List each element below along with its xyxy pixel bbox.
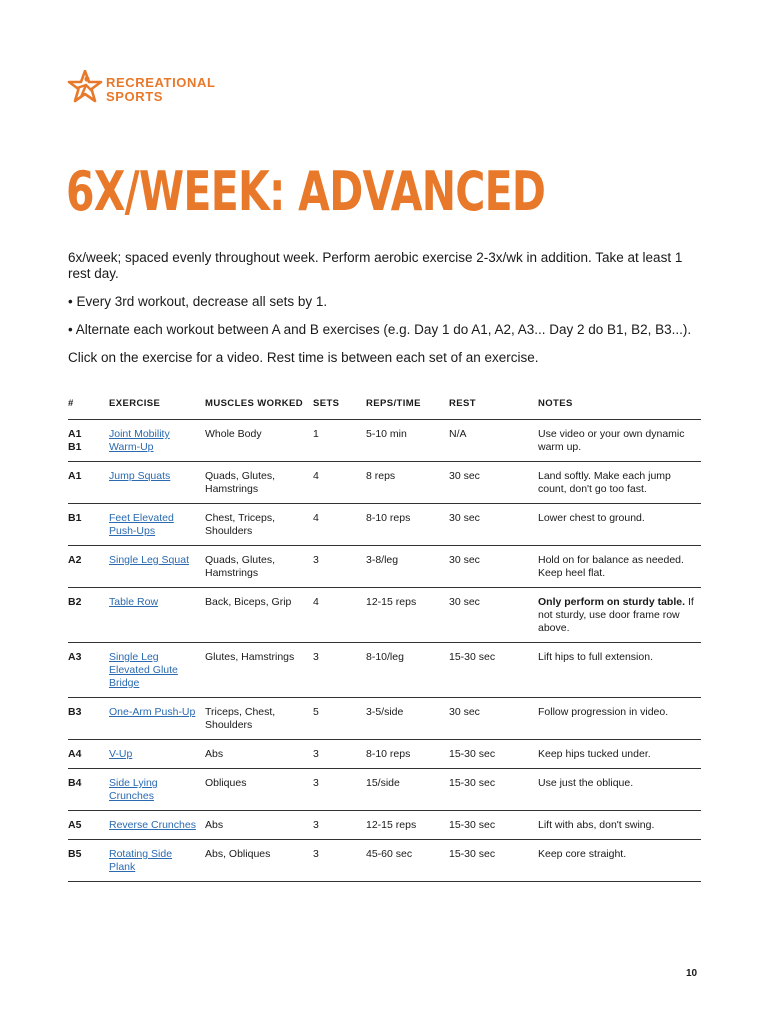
page-number: 10 xyxy=(686,968,698,979)
exercise-video-link[interactable]: V-Up xyxy=(109,748,133,760)
exercise-cell xyxy=(109,420,205,462)
exercise-code: A1 xyxy=(68,470,82,482)
exercise-cell xyxy=(109,698,205,740)
exercise-code-cell xyxy=(68,698,109,740)
exercise-code: A4 xyxy=(68,748,82,760)
table-row xyxy=(68,811,701,840)
exercise-video-link[interactable]: Single Leg Squat xyxy=(109,554,189,566)
exercise-cell xyxy=(109,643,205,698)
reps-cell: 8-10/leg xyxy=(366,643,449,698)
notes-text: Lift hips to full extension. xyxy=(538,651,653,663)
muscles-cell: Abs xyxy=(205,811,313,840)
muscles-cell: Back, Biceps, Grip xyxy=(205,588,313,643)
page-title: 6X/WEEK: ADVANCED xyxy=(66,160,546,223)
sets-cell: 4 xyxy=(313,588,366,643)
table-row xyxy=(68,769,701,811)
column-header-number: # xyxy=(68,397,109,420)
column-header-muscles: MUSCLES WORKED xyxy=(205,397,313,420)
exercise-code-cell xyxy=(68,462,109,504)
reps-cell: 8-10 reps xyxy=(366,504,449,546)
exercise-cell xyxy=(109,769,205,811)
notes-text: If not sturdy, use door frame row above. xyxy=(538,596,694,634)
rest-cell: 30 sec xyxy=(449,546,538,588)
exercise-cell xyxy=(109,546,205,588)
exercise-video-link[interactable]: Jump Squats xyxy=(109,470,171,482)
exercise-code: B1 xyxy=(68,512,82,524)
exercise-video-link[interactable]: Side Lying Crunches xyxy=(109,777,158,802)
exercise-video-link[interactable]: Joint Mobility Warm-Up xyxy=(109,428,170,453)
exercise-code-cell xyxy=(68,588,109,643)
table-row xyxy=(68,546,701,588)
muscles-cell: Abs xyxy=(205,740,313,769)
muscles-cell: Quads, Glutes, Hamstrings xyxy=(205,546,313,588)
exercise-code: B3 xyxy=(68,706,82,718)
intro-bullet: • Alternate each workout between A and B exercises (e.g. Day 1 do A1, A2, A3... Day 2 do B1, B2, B3...). xyxy=(68,322,692,337)
exercise-code-cell xyxy=(68,546,109,588)
exercise-code: B5 xyxy=(68,848,82,860)
table-row xyxy=(68,462,701,504)
intro-text xyxy=(68,250,708,378)
rest-cell: 15-30 sec xyxy=(449,840,538,882)
reps-cell: 15/side xyxy=(366,769,449,811)
muscles-cell: Triceps, Chest, Shoulders xyxy=(205,698,313,740)
sets-cell: 3 xyxy=(313,643,366,698)
notes-text: Use video or your own dynamic warm up. xyxy=(538,428,685,453)
exercise-code: B2 xyxy=(68,596,82,608)
exercise-code: A2 xyxy=(68,554,82,566)
muscles-cell: Quads, Glutes, Hamstrings xyxy=(205,462,313,504)
notes-text: Keep core straight. xyxy=(538,848,627,860)
workout-table xyxy=(68,397,701,882)
column-header-exercise: EXERCISE xyxy=(109,397,205,420)
sets-cell: 1 xyxy=(313,420,366,462)
muscles-cell: Chest, Triceps, Shoulders xyxy=(205,504,313,546)
exercise-code-cell xyxy=(68,769,109,811)
exercise-video-link[interactable]: One-Arm Push-Up xyxy=(109,706,196,718)
muscles-cell: Abs, Obliques xyxy=(205,840,313,882)
exercise-cell xyxy=(109,462,205,504)
notes-warning: Only perform on sturdy table. xyxy=(538,596,686,608)
exercise-code-cell xyxy=(68,504,109,546)
star-runner-icon xyxy=(67,70,103,104)
notes-cell xyxy=(538,840,701,882)
reps-cell: 12-15 reps xyxy=(366,588,449,643)
notes-text: Lift with abs, don't swing. xyxy=(538,819,655,831)
column-header-reps: REPS/TIME xyxy=(366,397,449,420)
sets-cell: 4 xyxy=(313,462,366,504)
muscles-cell: Obliques xyxy=(205,769,313,811)
reps-cell: 8-10 reps xyxy=(366,740,449,769)
notes-text: Keep hips tucked under. xyxy=(538,748,651,760)
exercise-cell xyxy=(109,811,205,840)
logo-wordmark xyxy=(106,76,216,104)
sets-cell: 3 xyxy=(313,840,366,882)
rest-cell: N/A xyxy=(449,420,538,462)
exercise-cell xyxy=(109,588,205,643)
exercise-cell xyxy=(109,504,205,546)
logo-line-1: RECREATIONAL xyxy=(106,75,216,90)
rest-cell: 15-30 sec xyxy=(449,740,538,769)
exercise-cell xyxy=(109,740,205,769)
exercise-code-cell xyxy=(68,740,109,769)
exercise-code-cell xyxy=(68,643,109,698)
table-row xyxy=(68,588,701,643)
reps-cell: 3-5/side xyxy=(366,698,449,740)
table-row xyxy=(68,840,701,882)
notes-text: Lower chest to ground. xyxy=(538,512,645,524)
exercise-video-link[interactable]: Feet Elevated Push-Ups xyxy=(109,512,174,537)
exercise-video-link[interactable]: Table Row xyxy=(109,596,159,608)
exercise-code-cell xyxy=(68,420,109,462)
sets-cell: 3 xyxy=(313,811,366,840)
reps-cell: 12-15 reps xyxy=(366,811,449,840)
table-row xyxy=(68,420,701,462)
intro-paragraph: Click on the exercise for a video. Rest time is between each set of an exercise. xyxy=(68,350,539,365)
exercise-code: A1 xyxy=(68,428,82,440)
notes-cell xyxy=(538,769,701,811)
exercise-code: A3 xyxy=(68,651,82,663)
muscles-cell: Glutes, Hamstrings xyxy=(205,643,313,698)
exercise-video-link[interactable]: Reverse Crunches xyxy=(109,819,196,831)
sets-cell: 4 xyxy=(313,504,366,546)
notes-cell xyxy=(538,698,701,740)
exercise-code: B1 xyxy=(68,441,82,453)
intro-bullet: • Every 3rd workout, decrease all sets by 1. xyxy=(68,294,328,309)
reps-cell: 5-10 min xyxy=(366,420,449,462)
table-row xyxy=(68,504,701,546)
exercise-code: B4 xyxy=(68,777,82,789)
notes-cell xyxy=(538,420,701,462)
notes-text: Hold on for balance as needed. Keep heel flat. xyxy=(538,554,684,579)
notes-text: Use just the oblique. xyxy=(538,777,634,789)
exercise-video-link[interactable]: Rotating Side Plank xyxy=(109,848,173,873)
rest-cell: 30 sec xyxy=(449,504,538,546)
rest-cell: 30 sec xyxy=(449,462,538,504)
table-row xyxy=(68,698,701,740)
notes-cell xyxy=(538,462,701,504)
column-header-notes: NOTES xyxy=(538,397,701,420)
notes-cell xyxy=(538,811,701,840)
logo-line-2: SPORTS xyxy=(106,89,164,104)
sets-cell: 3 xyxy=(313,546,366,588)
notes-cell xyxy=(538,504,701,546)
exercise-code-cell xyxy=(68,840,109,882)
table-row xyxy=(68,643,701,698)
sets-cell: 3 xyxy=(313,740,366,769)
notes-cell xyxy=(538,588,701,643)
notes-text: Land softly. Make each jump count, don't go too fast. xyxy=(538,470,671,495)
recreational-sports-logo xyxy=(67,70,237,104)
rest-cell: 15-30 sec xyxy=(449,769,538,811)
notes-cell xyxy=(538,643,701,698)
table-row xyxy=(68,740,701,769)
reps-cell: 8 reps xyxy=(366,462,449,504)
exercise-cell xyxy=(109,840,205,882)
exercise-code-cell xyxy=(68,811,109,840)
rest-cell: 15-30 sec xyxy=(449,643,538,698)
notes-text: Follow progression in video. xyxy=(538,706,669,718)
sets-cell: 3 xyxy=(313,769,366,811)
exercise-video-link[interactable]: Single Leg Elevated Glute Bridge xyxy=(109,651,178,689)
column-header-sets: SETS xyxy=(313,397,366,420)
notes-cell xyxy=(538,740,701,769)
rest-cell: 15-30 sec xyxy=(449,811,538,840)
table-header-row xyxy=(68,397,701,420)
intro-paragraph: 6x/week; spaced evenly throughout week. Perform aerobic exercise 2-3x/wk in addition. Take at least 1 rest day. xyxy=(68,250,683,281)
column-header-rest: REST xyxy=(449,397,538,420)
reps-cell: 3-8/leg xyxy=(366,546,449,588)
rest-cell: 30 sec xyxy=(449,698,538,740)
notes-cell xyxy=(538,546,701,588)
rest-cell: 30 sec xyxy=(449,588,538,643)
reps-cell: 45-60 sec xyxy=(366,840,449,882)
exercise-code: A5 xyxy=(68,819,82,831)
sets-cell: 5 xyxy=(313,698,366,740)
muscles-cell: Whole Body xyxy=(205,420,313,462)
